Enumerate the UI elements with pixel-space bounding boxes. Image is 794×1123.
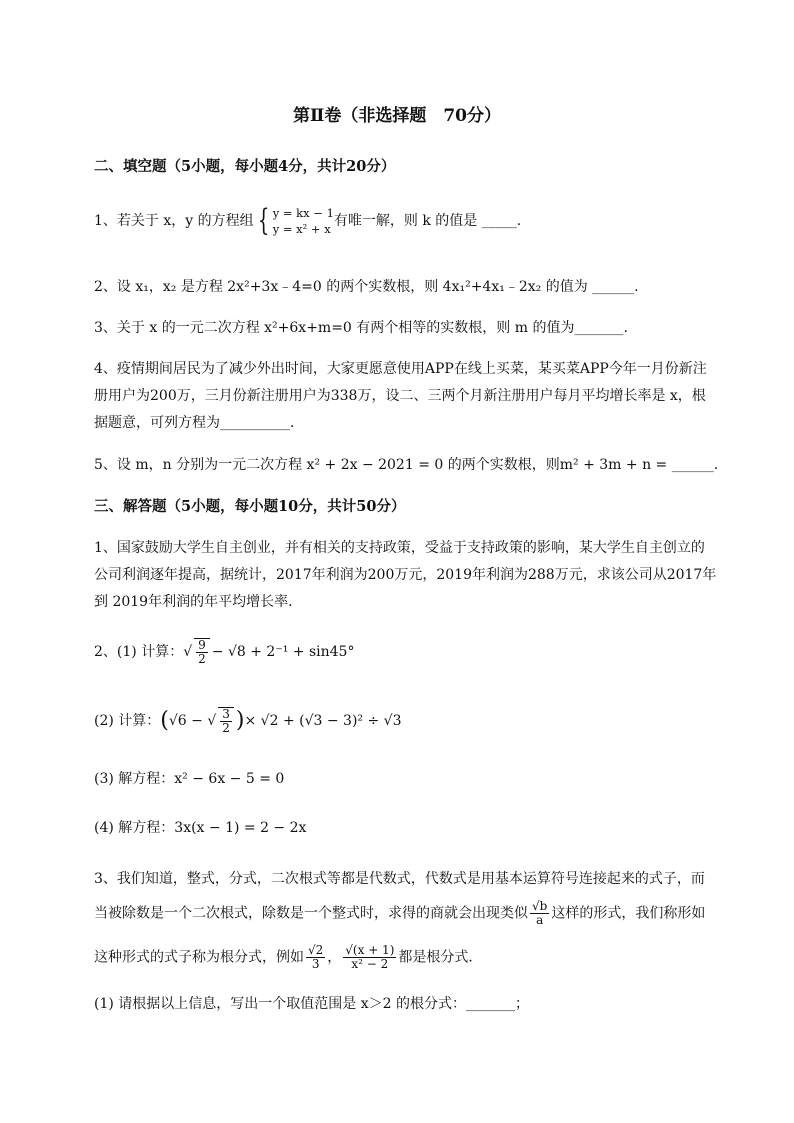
question-fill-1-post: 有唯一解，则 k 的值是 _____. [333, 213, 522, 229]
question-solve-3-line-3-post: 都是根分式． [398, 949, 483, 966]
fraction-denominator: 2 [198, 652, 206, 666]
question-solve-2-1: 2、(1) 计算：√ $\frac{9}{2}$ − √8 + 2⁻¹ + sin45° [94, 638, 355, 666]
question-solve-3-line-2-post: 这样的形式，我们称形如 [551, 905, 706, 922]
question-solve-3-line-3-pre: 这种形式的式子称为根分式，例如 [94, 949, 304, 966]
question-solve-1-line-2: 公司利润逐年提高，据统计，2017年利润为200万元，2019年利润为288万元，求该公司从2017年 [94, 567, 717, 583]
question-solve-3-line-2 [94, 900, 738, 927]
question-solve-3-line-3 [94, 944, 738, 971]
fraction-numerator: √(x + 1) [345, 943, 395, 957]
question-fill-3: 3、关于 x 的一元二次方程 x²+6x+m=0 有两个相等的实数根，则 m 的值为_______. [94, 320, 628, 336]
question-solve-2-1-expr: − √8 + 2⁻¹ + sin45° [211, 644, 355, 660]
fraction-sqrt-b-over-a [530, 900, 549, 927]
question-solve-3-line-2-pre: 当被除数是一个二次根式，除数是一个整式时，求得的商就会出现类似 [94, 905, 528, 922]
question-solve-3-sub-1: (1) 请根据以上信息，写出一个取值范围是 x＞2 的根分式：_______； [94, 996, 529, 1012]
section-heading-fill-blank: 二、填空题（5小题，每小题4分，共计20分） [94, 158, 396, 175]
fraction-sqrt2-over-3 [306, 944, 325, 971]
question-solve-3-line-1: 3、我们知道，整式，分式，二次根式等都是代数式，代数式是用基本运算符号连接起来的式子，而 [94, 871, 705, 887]
fraction-denominator: 2 [222, 721, 230, 735]
question-solve-2-4: (4) 解方程：3x(x − 1) = 2 − 2x [94, 820, 307, 836]
fraction-denominator: 3 [311, 957, 320, 971]
fraction-numerator: √2 [308, 943, 324, 957]
fraction-denominator: x² − 2 [351, 957, 389, 971]
fraction-sqrt-x-plus-1 [343, 944, 396, 971]
equation-2: y = x² + x [272, 222, 331, 236]
question-solve-1-line-1: 1、国家鼓励大学生自主创业，并有相关的支持政策，受益于支持政策的影响，某大学生自主创立的 [94, 540, 705, 556]
question-solve-2-2-part-b: × √2 + (√3 − 3)² ÷ √3 [244, 713, 402, 729]
fraction-denominator: a [536, 913, 544, 927]
separator: ， [327, 949, 342, 966]
question-solve-2-2-part-a: √6 − [168, 713, 203, 729]
question-fill-5: 5、设 m，n 分别为一元二次方程 x² + 2x − 2021 = 0 的两个实数根，则m² + 3m + n = ______. [94, 457, 719, 473]
question-solve-2-3: (3) 解方程：x² − 6x − 5 = 0 [94, 771, 285, 787]
fraction-numerator: √b [532, 899, 548, 913]
question-fill-1 [94, 205, 738, 237]
question-solve-2-2-label: (2) 计算： [94, 713, 161, 729]
equation-system [273, 205, 334, 237]
fraction-3-over-2 [218, 707, 234, 735]
question-solve-2-1-label: 2、(1) 计算： [94, 644, 184, 660]
paren-close: ) [235, 708, 245, 733]
question-fill-2: 2、设 x₁，x₂ 是方程 2x²+3x﹣4=0 的两个实数根，则 4x₁²+4x₁﹣2x₂ 的值为 ______. [94, 279, 639, 295]
paren-open: ( [160, 708, 169, 733]
question-solve-1-line-3: 到 2019年利润的年平均增长率． [94, 594, 303, 610]
fraction-numerator: 9 [198, 638, 206, 652]
question-fill-1-pre: 1、若关于 x，y 的方程组 [94, 213, 254, 229]
fraction-9-over-2 [194, 638, 210, 666]
equation-1: y = kx − 1 [272, 206, 334, 220]
question-fill-4-line-1: 4、疫情期间居民为了减少外出时间，大家更愿意使用APP在线上买菜，某买菜APP今年一月份新注 [94, 361, 707, 377]
question-solve-2-2: (2) 计算：(√6 − √ $\frac{3}{2}$ )× √2 + (√3 − 3)² ÷ √3 [94, 707, 402, 735]
question-fill-4-line-2: 册用户为200万，三月份新注册用户为338万，设二、三两个月新注册用户每月平均增长率是 x，根 [94, 388, 706, 404]
brace-symbol: { [257, 203, 269, 238]
fraction-numerator: 3 [222, 707, 230, 721]
page-title: 第Ⅱ卷（非选择题 70分） [293, 106, 501, 126]
section-heading-solve: 三、解答题（5小题，每小题10分，共计50分） [94, 498, 406, 515]
question-fill-4-line-3: 据题意，可列方程为__________. [94, 415, 295, 431]
